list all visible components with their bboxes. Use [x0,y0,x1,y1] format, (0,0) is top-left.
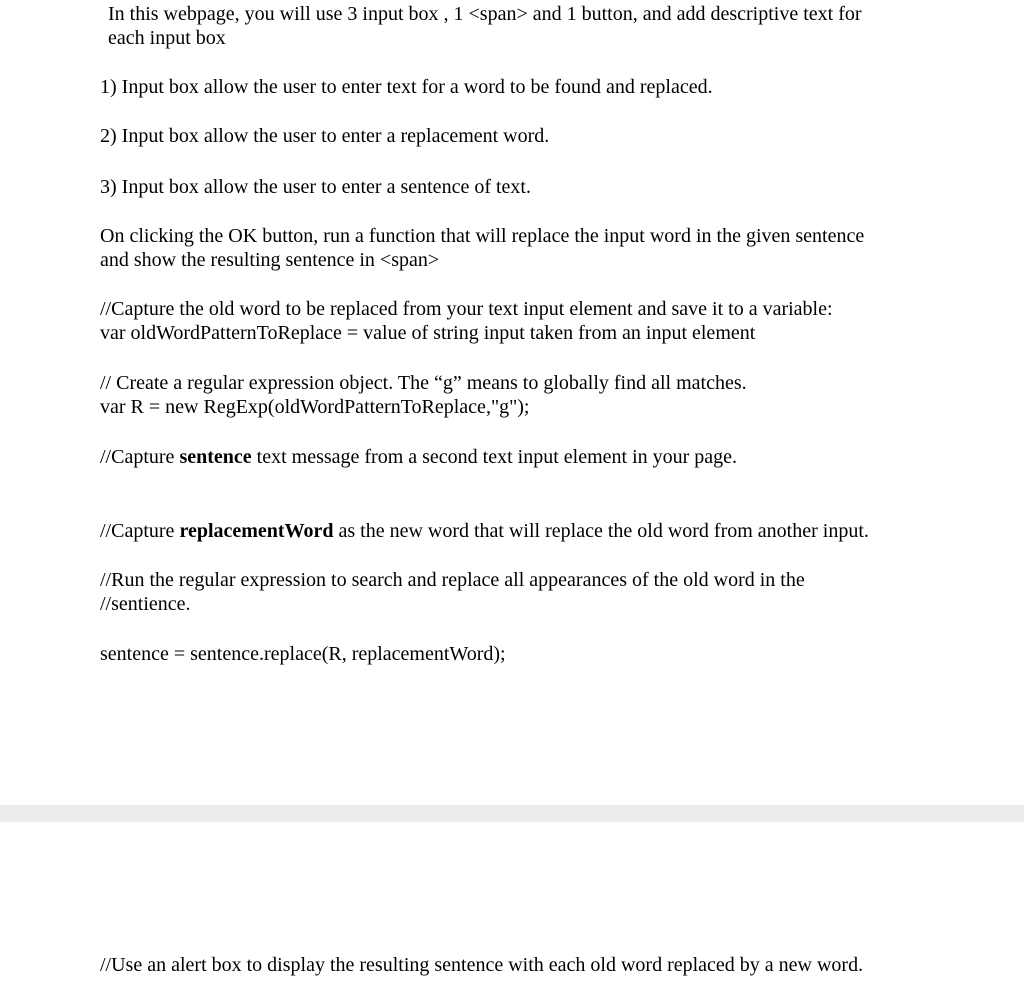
capture-sentence-prefix: //Capture [100,446,180,468]
capture-sentence-bold: sentence [179,446,252,468]
item-3: 3) Input box allow the user to enter a sentence of text. [100,176,531,198]
run-regex-line-2: //sentience. [100,593,191,615]
alert-line: //Use an alert box to display the resulting sentence with each old word replaced by a new word. [100,954,864,976]
capture-sentence-suffix: text message from a second text input element in your page. [251,446,738,468]
ok-paragraph-line-2: and show the resulting sentence in <span> [100,249,440,271]
document-page-2 [0,822,1024,991]
run-regex-line-1: //Run the regular expression to search and replace all appearances of the old word in the [100,569,805,591]
capture-replacement-line [100,519,869,543]
intro-line-2: each input box [108,27,226,49]
regexp-line-2: var R = new RegExp(oldWordPatternToReplace,"g"); [100,396,530,418]
capture-replacement-suffix: as the new word that will replace the old word from another input. [333,520,869,542]
capture-sentence-line [100,445,737,469]
capture-replacement-prefix: //Capture [100,520,180,542]
intro-line-1: In this webpage, you will use 3 input box , 1 <span> and 1 button, and add descriptive text for [108,3,862,25]
code-line: sentence = sentence.replace(R, replacementWord); [100,643,506,665]
capture-old-line-2: var oldWordPatternToReplace = value of string input taken from an input element [100,322,756,344]
item-2: 2) Input box allow the user to enter a replacement word. [100,125,550,147]
page-separator [0,805,1024,822]
regexp-line-1: // Create a regular expression object. The “g” means to globally find all matches. [100,372,747,394]
item-1: 1) Input box allow the user to enter text for a word to be found and replaced. [100,76,713,98]
ok-paragraph-line-1: On clicking the OK button, run a function that will replace the input word in the given sentence [100,225,865,247]
capture-replacement-bold: replacementWord [179,520,334,542]
capture-old-line-1: //Capture the old word to be replaced from your text input element and save it to a variable: [100,298,833,320]
